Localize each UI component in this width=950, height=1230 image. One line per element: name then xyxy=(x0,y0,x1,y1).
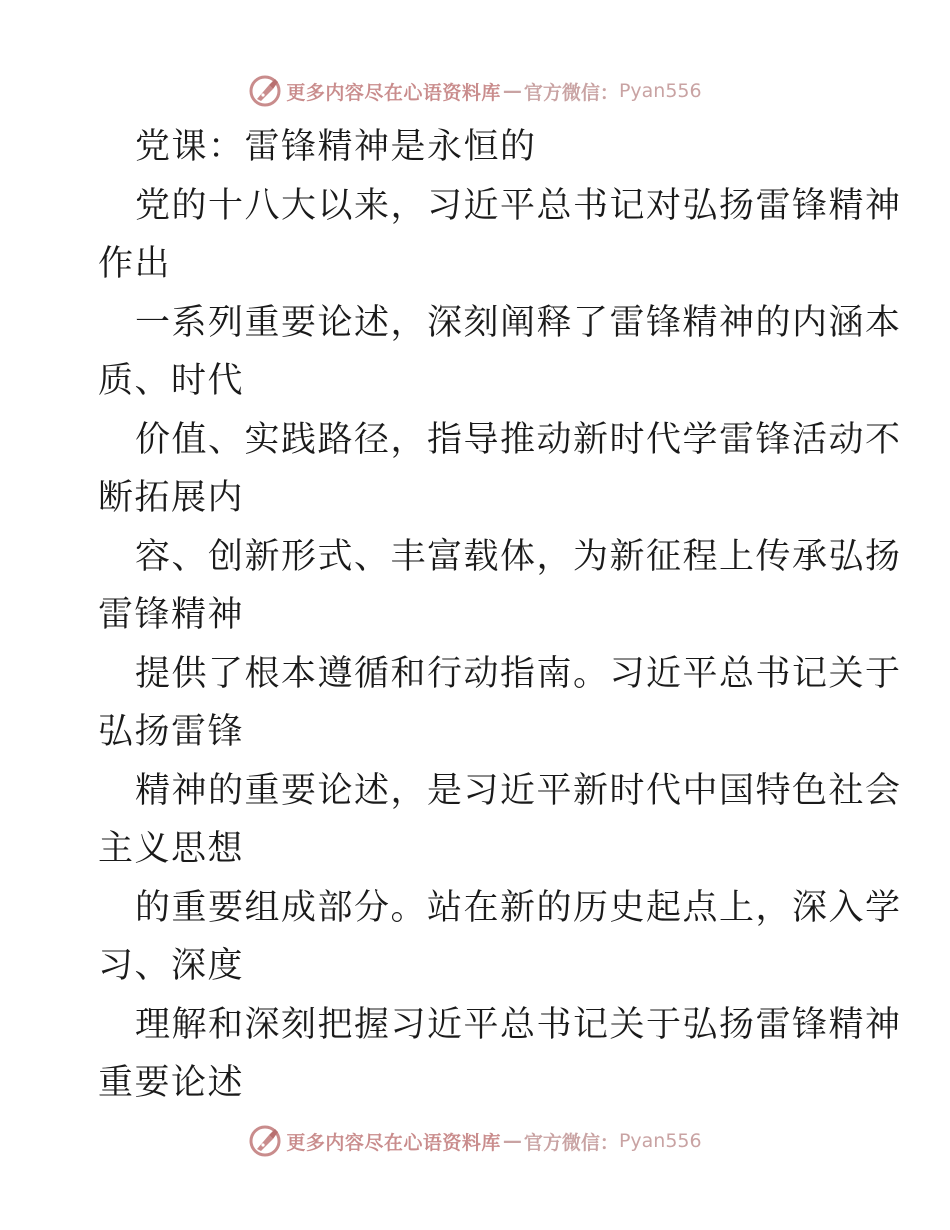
text-line: 党的十八大以来，习近平总书记对弘扬雷锋精神 xyxy=(135,185,902,226)
pen-nib-logo-icon xyxy=(248,74,282,108)
text-line: 质、时代 xyxy=(98,361,245,401)
header-banner-inner xyxy=(248,74,701,108)
text-line: 习、深度 xyxy=(98,946,245,986)
footer-banner-separator: — xyxy=(502,1130,522,1152)
text-line: 一系列重要论述，深刻阐释了雷锋精神的内涵本 xyxy=(135,302,902,343)
footer-banner-inner xyxy=(248,1124,701,1158)
text-line: 理解和深刻把握习近平总书记关于弘扬雷锋精神 xyxy=(135,1004,902,1045)
text-line: 价值、实践路径，指导推动新时代学雷锋活动不 xyxy=(135,419,902,460)
text-line: 雷锋精神 xyxy=(98,595,245,635)
text-line: 精神的重要论述，是习近平新时代中国特色社会 xyxy=(135,770,902,811)
footer-banner-text: 更多内容尽在心语资料库 xyxy=(286,1131,501,1154)
text-line: 的重要组成部分。站在新的历史起点上，深入学 xyxy=(135,887,902,928)
text-line: 容、创新形式、丰富载体，为新征程上传承弘扬 xyxy=(135,536,902,577)
text-line: 重要论述 xyxy=(98,1063,245,1103)
header-wechat-id: Pyan556 xyxy=(618,80,702,102)
footer-banner xyxy=(0,1121,950,1161)
pen-nib-logo-icon xyxy=(248,1124,282,1158)
header-banner-separator: — xyxy=(502,80,522,102)
text-line: 作出 xyxy=(98,244,172,284)
header-banner-text: 更多内容尽在心语资料库 xyxy=(286,81,501,104)
footer-wechat-label: 官方微信： xyxy=(523,1131,619,1154)
header-wechat-label: 官方微信： xyxy=(523,81,619,104)
text-line: 提供了根本遵循和行动指南。习近平总书记关于 xyxy=(135,653,902,694)
document-body xyxy=(98,118,902,1113)
text-line: 党课：雷锋精神是永恒的 xyxy=(135,127,537,167)
text-line: 弘扬雷锋 xyxy=(98,712,245,752)
footer-wechat-id: Pyan556 xyxy=(618,1130,702,1152)
header-banner xyxy=(0,71,950,111)
text-line: 断拓展内 xyxy=(98,478,245,518)
text-line: 主义思想 xyxy=(98,829,245,869)
